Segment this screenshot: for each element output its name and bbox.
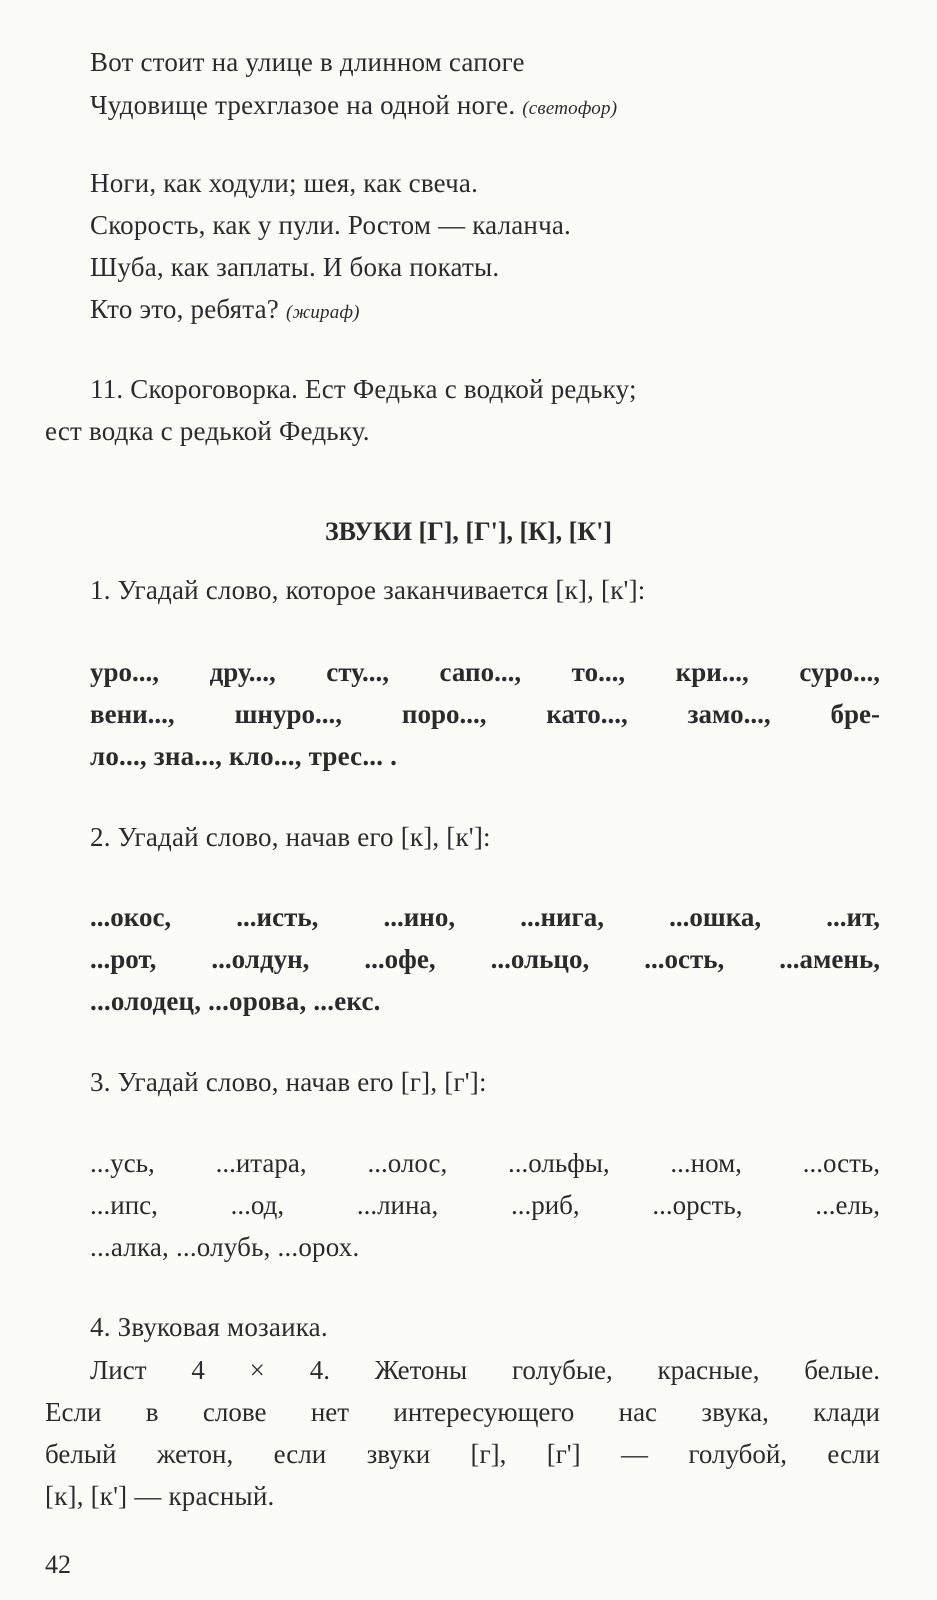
task1-title: 1. Угадай слово, которое заканчивается [к], [к']: [90,575,646,605]
task4-line3: белый жетон, если звуки [г], [г'] — голубой, если [45,1439,880,1469]
tongue-twister-line2: ест водка с редькой Федьку. [45,416,370,446]
riddle1-line2-text: Чудовище трехглазое на одной ноге. [90,90,516,120]
riddle2-line3: Шуба, как заплаты. И бока покаты. [90,252,500,282]
task3-words-line1: ...усь, ...итара, ...олос, ...ольфы, ...ном, ...ость, [90,1148,880,1178]
task4-line2: Если в слове нет интересующего нас звука, клади [45,1397,880,1427]
riddle1-line1: Вот стоит на улице в длинном сапоге [90,47,525,77]
task1-words-line3: ло..., зна..., кло..., трес... . [90,741,398,771]
task3-words-line2: ...ипс, ...од, ...лина, ...риб, ...орсть, ...ель, [90,1190,880,1220]
task1-words-line1: уро..., дру..., сту..., сапо..., то..., кри..., суро..., [90,657,880,687]
task2-words-line1: ...окос, ...исть, ...ино, ...нига, ...ошка, ...ит, [90,902,880,932]
task2-words-line3: ...олодец, ...орова, ...екс. [90,986,381,1016]
task3-title: 3. Угадай слово, начав его [г], [г']: [90,1067,487,1097]
page-number: 42 [45,1550,71,1579]
task1-words-line2: вени..., шнуро..., поро..., като..., замо..., бре- [90,699,880,729]
task4-line1: Лист 4 × 4. Жетоны голубые, красные, белые. [90,1355,880,1385]
section-heading: ЗВУКИ [Г], [Г'], [К], [К'] [324,517,613,546]
task2-words-line2: ...рот, ...олдун, ...офе, ...ольцо, ...ость, ...амень, [90,944,880,974]
riddle2-answer: (жираф) [285,302,360,323]
tongue-twister-line1: 11. Скороговорка. Ест Федька с водкой редьку; [90,374,637,404]
riddle2-line4 [90,292,360,330]
task3-words-line3: ...алка, ...олубь, ...орох. [90,1232,360,1262]
riddle2-line2: Скорость, как у пули. Ростом — каланча. [90,210,571,240]
riddle2-line1: Ноги, как ходули; шея, как свеча. [90,168,479,198]
riddle2-line4-text: Кто это, ребята? [90,294,279,324]
task4-title: 4. Звуковая мозаика. [90,1312,328,1342]
task4-line4: [к], [к'] — красный. [45,1481,275,1511]
riddle1-answer: (светофор) [522,98,618,119]
task2-title: 2. Угадай слово, начав его [к], [к']: [90,822,491,852]
riddle1-line2 [90,88,617,126]
